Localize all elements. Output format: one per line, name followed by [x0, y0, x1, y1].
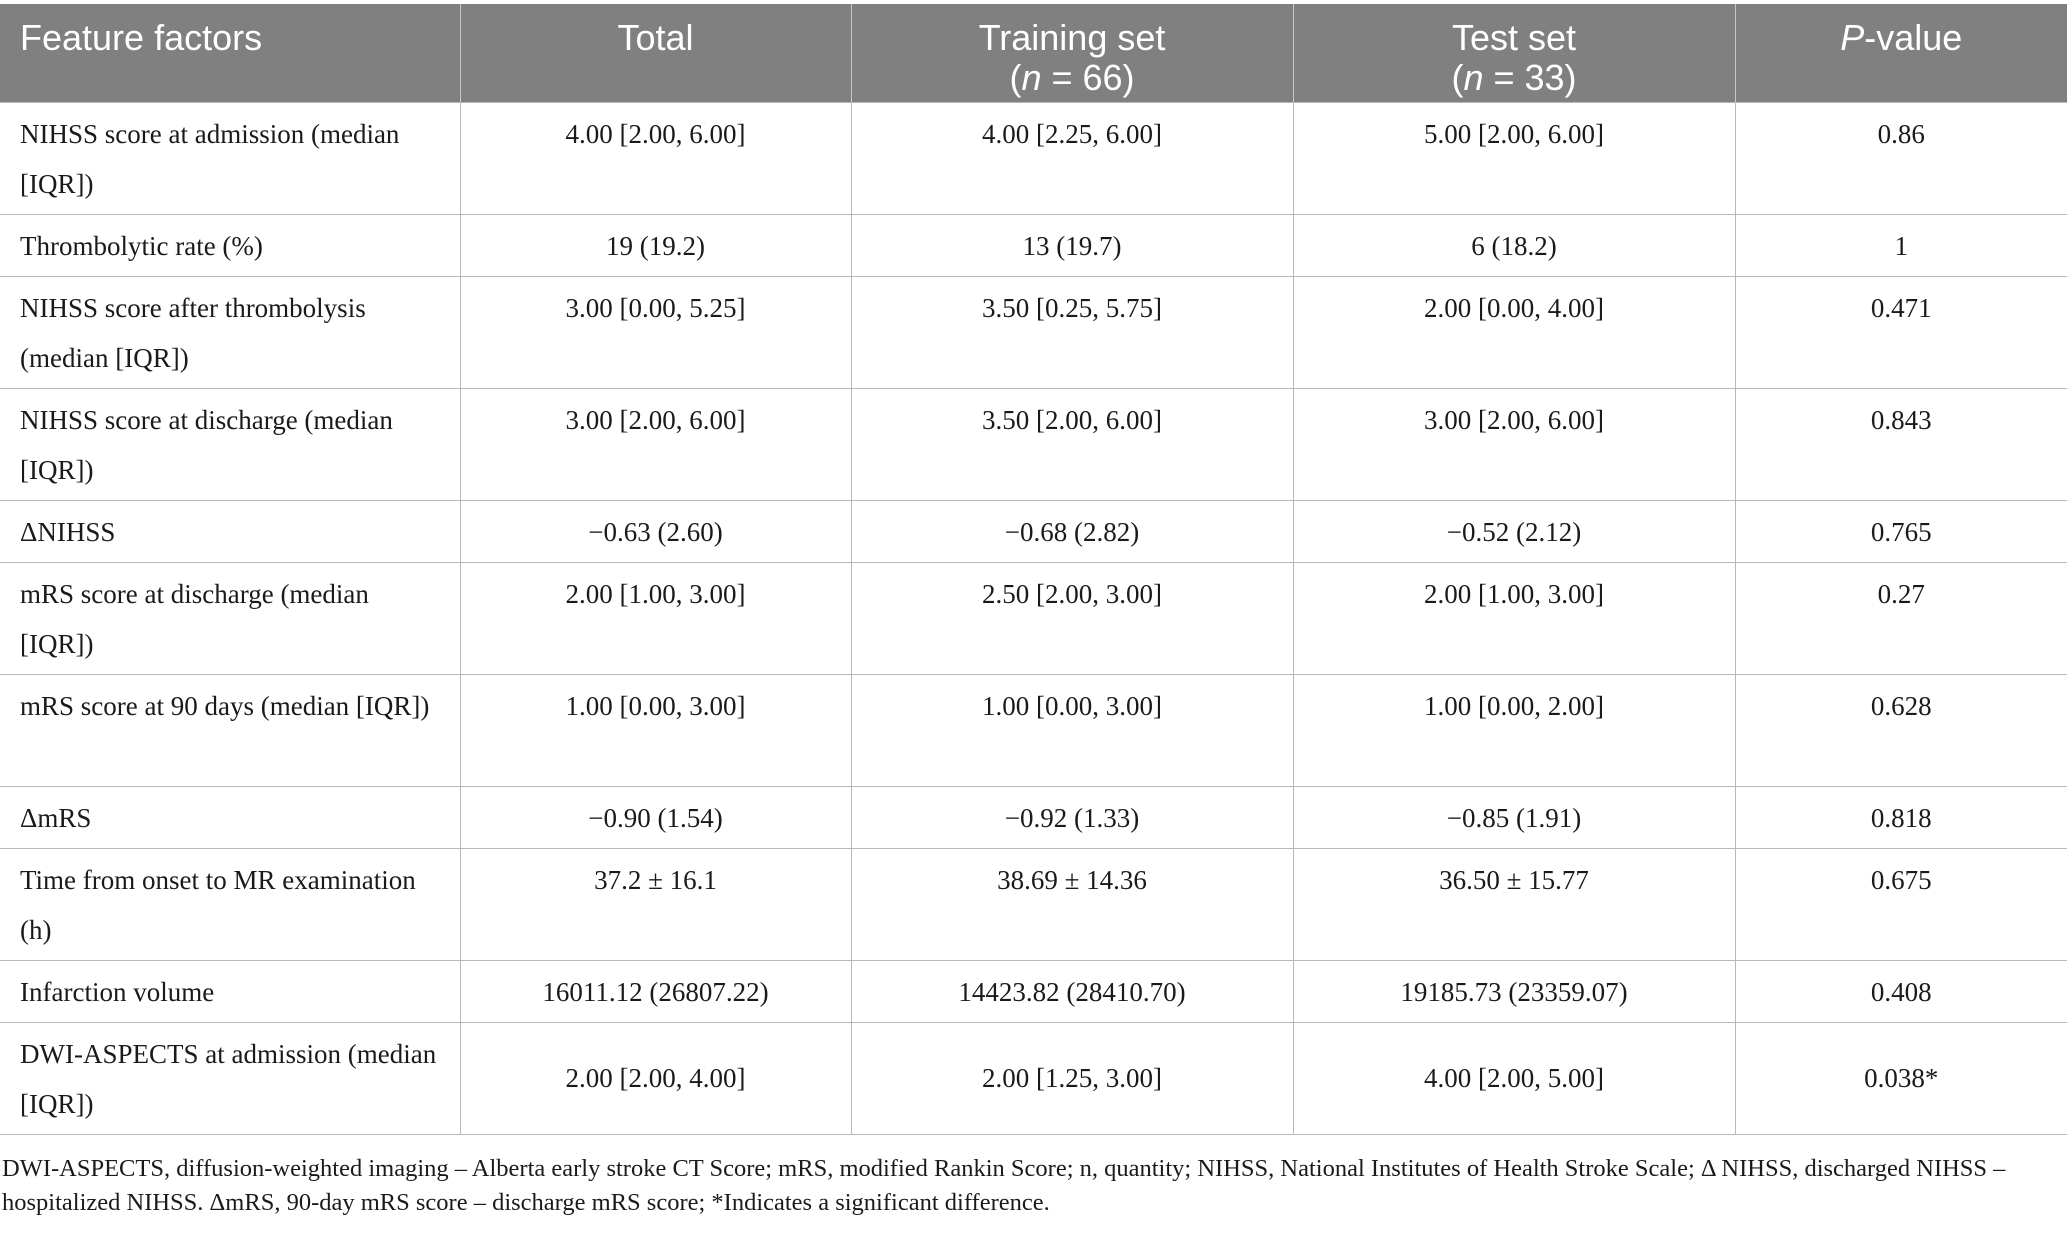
- table-footnote: DWI-ASPECTS, diffusion-weighted imaging – Alberta early stroke CT Score; mRS, modified Rankin Score; n, quantity; NIHSS, National Institutes of Health Stroke Scale; Δ NIHSS, discharged NIHSS – hospitalized NIHSS. ΔmRS, 90-day mRS score – discharge mRS score; *Indicates a significant difference.: [2, 1155, 2006, 1216]
- cell-training: 3.50 [0.25, 5.75]: [851, 276, 1293, 388]
- header-p-value: [1735, 4, 2067, 102]
- cell-total: 4.00 [2.00, 6.00]: [460, 102, 851, 214]
- cell-test: 6 (18.2): [1293, 214, 1735, 276]
- cell-test: −0.85 (1.91): [1293, 786, 1735, 848]
- cell-total: 3.00 [0.00, 5.25]: [460, 276, 851, 388]
- cell-total: −0.90 (1.54): [460, 786, 851, 848]
- cell-test: −0.52 (2.12): [1293, 500, 1735, 562]
- cell-training: 2.00 [1.25, 3.00]: [851, 1022, 1293, 1134]
- cell-total: 1.00 [0.00, 3.00]: [460, 674, 851, 786]
- cell-feature: Time from onset to MR examination (h): [0, 848, 460, 960]
- cell-training: 38.69 ± 14.36: [851, 848, 1293, 960]
- cell-total: 2.00 [2.00, 4.00]: [460, 1022, 851, 1134]
- header-row: [0, 4, 2067, 102]
- cell-p-value: 0.27: [1735, 562, 2067, 674]
- header-test-set: Test set (n = 33): [1293, 4, 1735, 102]
- cell-test: 36.50 ± 15.77: [1293, 848, 1735, 960]
- header-test-n-value: = 33): [1483, 57, 1577, 98]
- table-row: [0, 1022, 2067, 1134]
- cell-test: 3.00 [2.00, 6.00]: [1293, 388, 1735, 500]
- cell-total: 16011.12 (26807.22): [460, 960, 851, 1022]
- header-p-letter: P: [1840, 17, 1865, 58]
- header-training-label: Training set: [978, 17, 1166, 58]
- cell-training: 1.00 [0.00, 3.00]: [851, 674, 1293, 786]
- cell-training: 14423.82 (28410.70): [851, 960, 1293, 1022]
- cell-p-value: 0.818: [1735, 786, 2067, 848]
- cell-test: 4.00 [2.00, 5.00]: [1293, 1022, 1735, 1134]
- header-total: Total: [460, 4, 851, 102]
- cell-training: −0.92 (1.33): [851, 786, 1293, 848]
- cell-training: 3.50 [2.00, 6.00]: [851, 388, 1293, 500]
- cell-feature: Thrombolytic rate (%): [0, 214, 460, 276]
- cell-feature: mRS score at 90 days (median [IQR]): [0, 674, 460, 786]
- table-row: [0, 500, 2067, 562]
- table-row: [0, 674, 2067, 786]
- header-p-suffix: -value: [1864, 17, 1963, 58]
- cell-feature: NIHSS score at discharge (median [IQR]): [0, 388, 460, 500]
- cell-p-value: 0.843: [1735, 388, 2067, 500]
- header-test-n: n: [1463, 57, 1484, 98]
- cell-p-value: 0.765: [1735, 500, 2067, 562]
- cell-feature: NIHSS score after thrombolysis (median [IQR]): [0, 276, 460, 388]
- cell-p-value: 0.675: [1735, 848, 2067, 960]
- cell-p-value: 0.408: [1735, 960, 2067, 1022]
- header-test-label: Test set: [1451, 17, 1577, 58]
- header-training-n-value: = 66): [1041, 57, 1135, 98]
- cell-test: 5.00 [2.00, 6.00]: [1293, 102, 1735, 214]
- cell-total: 19 (19.2): [460, 214, 851, 276]
- table-row: [0, 276, 2067, 388]
- cell-feature: NIHSS score at admission (median [IQR]): [0, 102, 460, 214]
- cell-test: 1.00 [0.00, 2.00]: [1293, 674, 1735, 786]
- cell-p-value: 0.628: [1735, 674, 2067, 786]
- cell-training: 2.50 [2.00, 3.00]: [851, 562, 1293, 674]
- cell-total: 3.00 [2.00, 6.00]: [460, 388, 851, 500]
- cell-test: 2.00 [0.00, 4.00]: [1293, 276, 1735, 388]
- header-feature-factors: Feature factors: [0, 4, 460, 102]
- cell-feature: ΔmRS: [0, 786, 460, 848]
- cell-feature: DWI-ASPECTS at admission (median [IQR]): [0, 1022, 460, 1134]
- cell-feature: ΔNIHSS: [0, 500, 460, 562]
- cell-test: 2.00 [1.00, 3.00]: [1293, 562, 1735, 674]
- table-row: [0, 214, 2067, 276]
- cell-training: 4.00 [2.25, 6.00]: [851, 102, 1293, 214]
- table-row: [0, 388, 2067, 500]
- table-row: [0, 786, 2067, 848]
- table-row: [0, 102, 2067, 214]
- cell-total: −0.63 (2.60): [460, 500, 851, 562]
- cell-test: 19185.73 (23359.07): [1293, 960, 1735, 1022]
- header-training-n: n: [1021, 57, 1042, 98]
- table-row: [0, 960, 2067, 1022]
- header-training-set: Training set (n = 66): [851, 4, 1293, 102]
- cell-p-value: 1: [1735, 214, 2067, 276]
- cell-feature: Infarction volume: [0, 960, 460, 1022]
- cell-p-value: 0.038*: [1735, 1022, 2067, 1134]
- cell-total: 37.2 ± 16.1: [460, 848, 851, 960]
- table-row: [0, 848, 2067, 960]
- cell-training: 13 (19.7): [851, 214, 1293, 276]
- cell-p-value: 0.471: [1735, 276, 2067, 388]
- cell-p-value: 0.86: [1735, 102, 2067, 214]
- data-table: [0, 4, 2067, 1135]
- table-row: [0, 562, 2067, 674]
- cell-total: 2.00 [1.00, 3.00]: [460, 562, 851, 674]
- cell-training: −0.68 (2.82): [851, 500, 1293, 562]
- cell-feature: mRS score at discharge (median [IQR]): [0, 562, 460, 674]
